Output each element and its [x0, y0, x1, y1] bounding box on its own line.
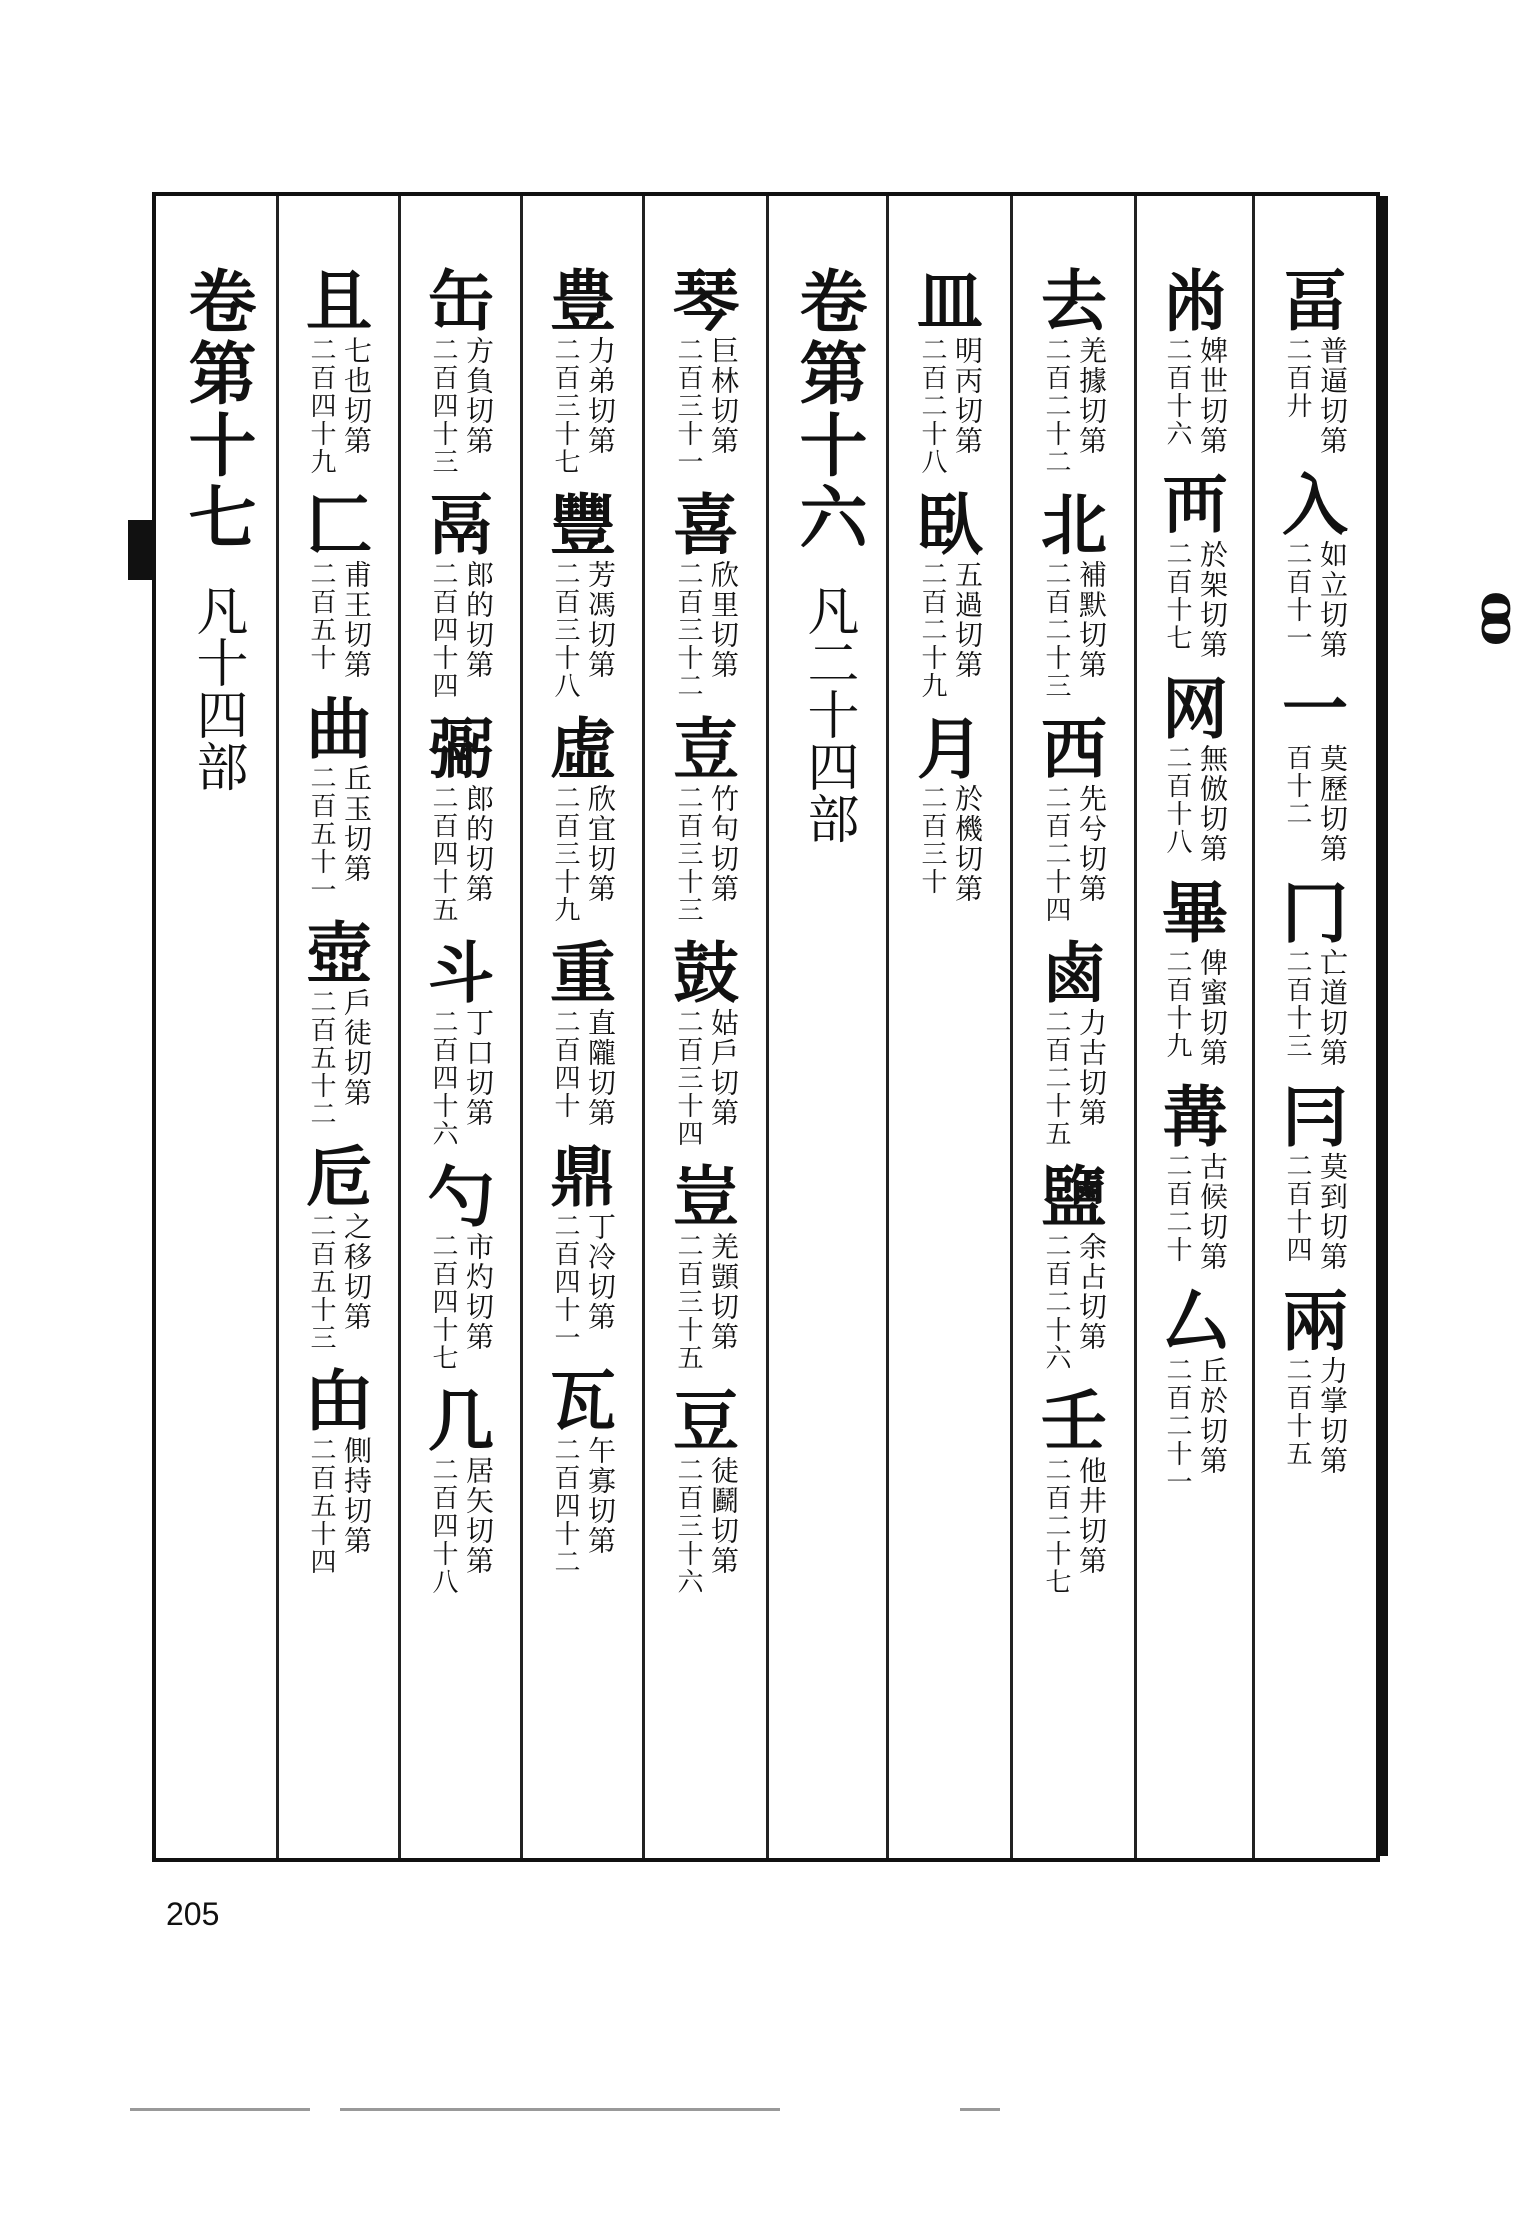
radical-annotation: [671, 784, 741, 924]
radical-entry: [304, 1362, 374, 1576]
radical-character: 卮: [306, 1138, 372, 1216]
radical-ordinal: 二百三十七: [550, 336, 580, 476]
radical-entry: [1039, 1382, 1109, 1596]
radical-entry: [304, 486, 374, 680]
radical-entry: [304, 690, 374, 904]
radical-ordinal: 二百十九: [1162, 948, 1192, 1060]
fanqie-reading: 婢世切第: [1196, 336, 1229, 456]
page-frame-outer-rule: [1380, 196, 1390, 1856]
radical-entry: [1280, 670, 1350, 864]
radical-ordinal: 二百三十九: [550, 784, 580, 924]
radical-annotation: [304, 764, 374, 904]
radical-column: [644, 196, 768, 1858]
radical-annotation: [426, 1008, 496, 1148]
fanqie-reading: 補默切第: [1075, 560, 1108, 680]
radical-character: 喜: [673, 486, 739, 564]
radical-character: 畢: [1162, 874, 1228, 952]
radical-entry: [671, 934, 741, 1148]
radical-entry: [671, 1158, 741, 1372]
radical-annotation: [1160, 336, 1230, 456]
scan-smudge: [130, 2108, 310, 2111]
fanqie-reading: 丘玉切第: [340, 764, 373, 884]
radical-entry: [304, 1138, 374, 1352]
radical-entry: [1039, 1158, 1109, 1372]
fanqie-reading: 古候切第: [1196, 1152, 1229, 1272]
radical-ordinal: 二百二十三: [1041, 560, 1071, 700]
radical-annotation: [1160, 1356, 1230, 1496]
radical-ordinal: 二百二十: [1162, 1152, 1192, 1264]
radical-annotation: [548, 560, 618, 700]
radical-ordinal: 二百二十七: [1041, 1456, 1071, 1596]
volume-title-column: [156, 196, 278, 1858]
radical-ordinal: 二百二十五: [1041, 1008, 1071, 1148]
radical-character: 冂: [1282, 874, 1348, 952]
fanqie-reading: 力掌切第: [1316, 1356, 1349, 1476]
radical-ordinal: 二百三十八: [550, 560, 580, 700]
scan-smudge: [960, 2108, 1000, 2111]
radical-character: 鹽: [1041, 1158, 1107, 1236]
radical-entry: [426, 710, 496, 924]
fanqie-reading: 他井切第: [1075, 1456, 1108, 1576]
radical-annotation: [1160, 948, 1230, 1068]
fanqie-reading: 力古切第: [1075, 1008, 1108, 1128]
radical-annotation: [1160, 1152, 1230, 1272]
radical-ordinal: 二百二十九: [917, 560, 947, 700]
radical-character: 豊: [550, 262, 616, 340]
radical-character: 几: [428, 1382, 494, 1460]
fanqie-reading: 羌據切第: [1075, 336, 1108, 456]
fanqie-reading: 明丙切第: [951, 336, 984, 456]
fanqie-reading: 郎的切第: [462, 784, 495, 904]
radical-entry: [426, 1382, 496, 1596]
radical-annotation: [1280, 1152, 1350, 1272]
radical-ordinal: 二百五十: [306, 560, 336, 672]
radical-entry: [426, 486, 496, 700]
fanqie-reading: 丁冷切第: [584, 1212, 617, 1332]
scan-smudge: [340, 2108, 780, 2111]
radical-entry: [548, 1362, 618, 1576]
radical-ordinal: 二百二十二: [1041, 336, 1071, 476]
fanqie-reading: 亡道切第: [1316, 948, 1349, 1068]
radical-character: 豐: [550, 486, 616, 564]
radical-character: 皿: [917, 262, 983, 340]
radical-annotation: [304, 1212, 374, 1352]
radical-entry: [426, 1158, 496, 1372]
radical-character: 壬: [1041, 1382, 1107, 1460]
radical-ordinal: 二百三十五: [673, 1232, 703, 1372]
radical-entry: [304, 914, 374, 1128]
radical-entry: [1280, 1282, 1350, 1476]
radical-annotation: [426, 1232, 496, 1372]
fanqie-reading: 徒鬬切第: [707, 1456, 740, 1576]
radical-entry: [1160, 466, 1230, 660]
fanqie-reading: 丘於切第: [1196, 1356, 1229, 1476]
radical-column: [278, 196, 400, 1858]
radical-ordinal: 二百四十九: [306, 336, 336, 476]
radical-entry: [1280, 466, 1350, 660]
radical-entry: [1280, 262, 1350, 456]
radical-count: 凡十四部: [187, 584, 247, 792]
radical-annotation: [1039, 560, 1109, 700]
radical-annotation: [304, 1436, 374, 1576]
radical-ordinal: 二百十五: [1282, 1356, 1312, 1468]
radical-entry: [426, 262, 496, 476]
radical-ordinal: 二百四十五: [428, 784, 458, 924]
radical-annotation: [1039, 1008, 1109, 1148]
radical-entry: [548, 934, 618, 1128]
fanqie-reading: 欣宜切第: [584, 784, 617, 904]
fanqie-reading: 戶徒切第: [340, 988, 373, 1108]
fanqie-reading: 郎的切第: [462, 560, 495, 680]
radical-entry: [304, 262, 374, 476]
radical-annotation: [304, 988, 374, 1128]
radical-character: 兩: [1282, 1282, 1348, 1360]
radical-annotation: [1280, 336, 1350, 456]
fanqie-reading: 如立切第: [1316, 540, 1349, 660]
fanqie-reading: 市灼切第: [462, 1232, 495, 1352]
fanqie-reading: 之移切第: [340, 1212, 373, 1332]
radical-character: 鼓: [673, 934, 739, 1012]
radical-entry: [915, 486, 985, 700]
radical-column: [400, 196, 522, 1858]
volume-title: 卷第十六: [788, 266, 868, 554]
radical-ordinal: 二百三十: [917, 784, 947, 896]
radical-character: 虛: [550, 710, 616, 788]
radical-ordinal: 二百二十八: [917, 336, 947, 476]
radical-annotation: [548, 784, 618, 924]
radical-column: [522, 196, 644, 1858]
fanqie-reading: 無倣切第: [1196, 744, 1229, 864]
radical-character: 㡀: [1162, 262, 1228, 340]
radical-character: 且: [306, 262, 372, 340]
radical-ordinal: 二百四十七: [428, 1232, 458, 1372]
radical-character: 匚: [306, 486, 372, 564]
fanqie-reading: 姑戶切第: [707, 1008, 740, 1128]
radical-annotation: [548, 1436, 618, 1576]
radical-annotation: [548, 1212, 618, 1352]
radical-ordinal: 二百四十三: [428, 336, 458, 476]
fanqie-reading: 丁口切第: [462, 1008, 495, 1128]
radical-character: 豆: [673, 1382, 739, 1460]
radical-annotation: [1039, 1232, 1109, 1372]
radical-character: 勺: [428, 1158, 494, 1236]
radical-annotation: [1280, 540, 1350, 660]
radical-entry: [671, 486, 741, 700]
radical-character: 一: [1282, 670, 1348, 748]
radical-entry: [426, 934, 496, 1148]
radical-character: 重: [550, 934, 616, 1012]
radical-entry: [671, 710, 741, 924]
fanqie-reading: 巨林切第: [707, 336, 740, 456]
radical-ordinal: 二百二十六: [1041, 1232, 1071, 1372]
fanqie-reading: 先兮切第: [1075, 784, 1108, 904]
radical-annotation: [671, 1456, 741, 1596]
radical-character: 臥: [917, 486, 983, 564]
volume-title-column: [768, 196, 888, 1858]
radical-character: 厶: [1162, 1282, 1228, 1360]
radical-entry: [548, 1138, 618, 1352]
radical-ordinal: 二百四十一: [550, 1212, 580, 1352]
radical-ordinal: 二百四十: [550, 1008, 580, 1120]
radical-annotation: [671, 1008, 741, 1148]
radical-character: 入: [1282, 466, 1348, 544]
fanqie-reading: 羌顗切第: [707, 1232, 740, 1352]
fanqie-reading: 俾蜜切第: [1196, 948, 1229, 1068]
radical-column: [1136, 196, 1254, 1858]
radical-column: [888, 196, 1012, 1858]
radical-ordinal: 二百五十四: [306, 1436, 336, 1576]
radical-entry: [1039, 262, 1109, 476]
radical-annotation: [1280, 744, 1350, 864]
radical-character: 月: [917, 710, 983, 788]
radical-character: 襾: [1162, 466, 1228, 544]
radical-entry: [548, 486, 618, 700]
radical-entry: [915, 262, 985, 476]
radical-character: 琴: [673, 262, 739, 340]
radical-entry: [1160, 1282, 1230, 1496]
radical-character: 壴: [673, 710, 739, 788]
radical-count: 凡二十四部: [798, 584, 858, 844]
right-margin-mark: ꝏ: [1469, 590, 1530, 647]
radical-annotation: [1280, 1356, 1350, 1476]
radical-entry: [671, 1382, 741, 1596]
radical-ordinal: 二百十六: [1162, 336, 1192, 448]
radical-annotation: [1160, 540, 1230, 660]
radical-annotation: [548, 336, 618, 476]
radical-character: 缶: [428, 262, 494, 340]
radical-entry: [1160, 670, 1230, 864]
fanqie-reading: 於機切第: [951, 784, 984, 904]
radical-ordinal: 二百十八: [1162, 744, 1192, 856]
radical-annotation: [671, 560, 741, 700]
radical-annotation: [915, 336, 985, 476]
margin-tab-mark: [128, 520, 154, 580]
radical-annotation: [304, 336, 374, 476]
radical-ordinal: 二百十三: [1282, 948, 1312, 1060]
radical-annotation: [671, 1232, 741, 1372]
volume-title: 卷第十七: [177, 266, 257, 554]
radical-character: 畐: [1282, 262, 1348, 340]
radical-character: 鼎: [550, 1138, 616, 1216]
radical-ordinal: 二百五十三: [306, 1212, 336, 1352]
radical-ordinal: 二百三十二: [673, 560, 703, 700]
radical-ordinal: 二百十四: [1282, 1152, 1312, 1264]
radical-ordinal: 二百三十三: [673, 784, 703, 924]
fanqie-reading: 力弟切第: [584, 336, 617, 456]
radical-character: 䰜: [428, 710, 494, 788]
fanqie-reading: 五過切第: [951, 560, 984, 680]
fanqie-reading: 竹句切第: [707, 784, 740, 904]
fanqie-reading: 甫王切第: [340, 560, 373, 680]
radical-entry: [1160, 1078, 1230, 1272]
radical-character: 西: [1041, 710, 1107, 788]
radical-character: 北: [1041, 486, 1107, 564]
radical-annotation: [915, 560, 985, 700]
fanqie-reading: 方負切第: [462, 336, 495, 456]
radical-entry: [671, 262, 741, 476]
radical-entry: [1160, 874, 1230, 1068]
radical-annotation: [304, 560, 374, 680]
radical-annotation: [915, 784, 985, 904]
radical-entry: [1039, 486, 1109, 700]
radical-entry: [1039, 710, 1109, 924]
radical-character: 冓: [1162, 1078, 1228, 1156]
radical-ordinal: 百十二: [1282, 744, 1312, 828]
radical-annotation: [426, 560, 496, 700]
radical-ordinal: 二百四十六: [428, 1008, 458, 1148]
radical-entry: [548, 710, 618, 924]
radical-ordinal: 二百十七: [1162, 540, 1192, 652]
radical-entry: [915, 710, 985, 904]
radical-character: 壺: [306, 914, 372, 992]
radical-entry: [548, 262, 618, 476]
radical-entry: [1280, 1078, 1350, 1272]
radical-ordinal: 二百五十一: [306, 764, 336, 904]
radical-character: 去: [1041, 262, 1107, 340]
radical-character: 鬲: [428, 486, 494, 564]
radical-annotation: [426, 1456, 496, 1596]
radical-ordinal: 二百四十八: [428, 1456, 458, 1596]
fanqie-reading: 普逼切第: [1316, 336, 1349, 456]
radical-character: 冃: [1282, 1078, 1348, 1156]
radical-entry: [1280, 874, 1350, 1068]
radical-annotation: [548, 1008, 618, 1128]
radical-annotation: [1280, 948, 1350, 1068]
radical-annotation: [1039, 336, 1109, 476]
fanqie-reading: 居矢切第: [462, 1456, 495, 1576]
radical-annotation: [1160, 744, 1230, 864]
page-number: 205: [166, 1896, 220, 1932]
fanqie-reading: 於架切第: [1196, 540, 1229, 660]
radical-ordinal: 二百五十二: [306, 988, 336, 1128]
radical-entry: [1160, 262, 1230, 456]
radical-ordinal: 二百十一: [1282, 540, 1312, 652]
radical-character: 网: [1162, 670, 1228, 748]
radical-character: 瓦: [550, 1362, 616, 1440]
fanqie-reading: 莫到切第: [1316, 1152, 1349, 1272]
radical-character: 鹵: [1041, 934, 1107, 1012]
fanqie-reading: 余占切第: [1075, 1232, 1108, 1352]
radical-column: [1012, 196, 1136, 1858]
radical-character: 曲: [306, 690, 372, 768]
radical-ordinal: 二百三十四: [673, 1008, 703, 1148]
fanqie-reading: 莫歷切第: [1316, 744, 1349, 864]
radical-ordinal: 二百三十六: [673, 1456, 703, 1596]
fanqie-reading: 午寡切第: [584, 1436, 617, 1556]
radical-column: [1254, 196, 1376, 1858]
fanqie-reading: 側持切第: [340, 1436, 373, 1556]
radical-character: 斗: [428, 934, 494, 1012]
radical-ordinal: 二百二十四: [1041, 784, 1071, 924]
radical-ordinal: 二百廾: [1282, 336, 1312, 420]
radical-character: 甶: [306, 1362, 372, 1440]
radical-ordinal: 二百四十二: [550, 1436, 580, 1576]
radical-annotation: [426, 784, 496, 924]
radical-annotation: [1039, 1456, 1109, 1596]
fanqie-reading: 欣里切第: [707, 560, 740, 680]
fanqie-reading: 七也切第: [340, 336, 373, 456]
radical-annotation: [426, 336, 496, 476]
fanqie-reading: 直隴切第: [584, 1008, 617, 1128]
radical-ordinal: 二百三十一: [673, 336, 703, 476]
radical-annotation: [1039, 784, 1109, 924]
radical-entry: [1039, 934, 1109, 1148]
radical-annotation: [671, 336, 741, 476]
fanqie-reading: 芳馮切第: [584, 560, 617, 680]
radical-character: 豈: [673, 1158, 739, 1236]
radical-ordinal: 二百二十一: [1162, 1356, 1192, 1496]
radical-ordinal: 二百四十四: [428, 560, 458, 700]
